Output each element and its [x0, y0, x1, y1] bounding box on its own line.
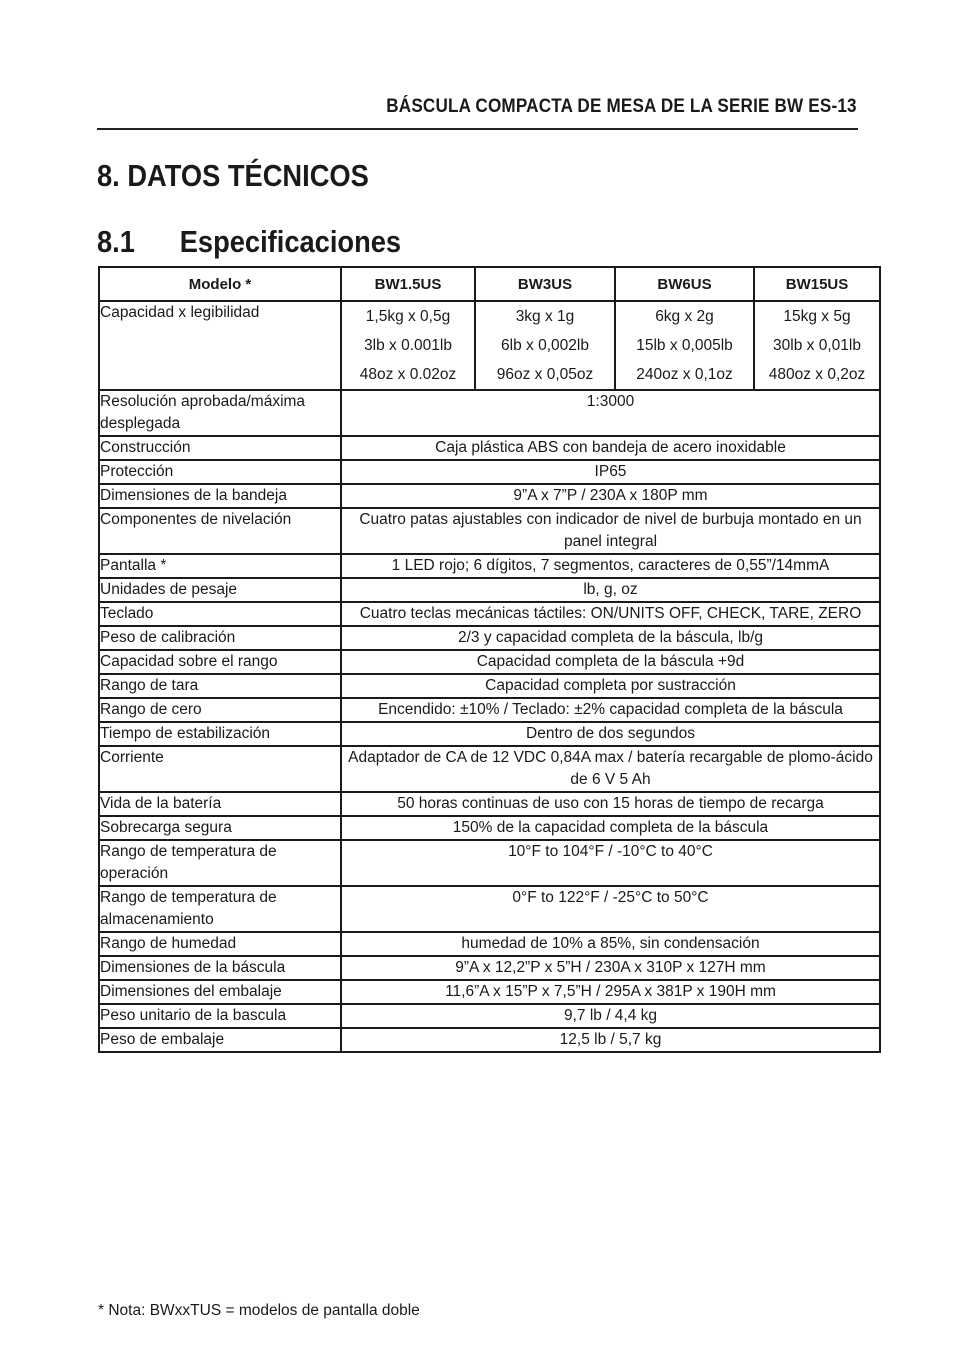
capacity-oz: 96oz x 0,05oz [496, 366, 594, 383]
row-value: 1:3000 [341, 390, 880, 436]
table-row [99, 650, 880, 674]
row-label: Teclado [99, 602, 341, 626]
row-label: Sobrecarga segura [99, 816, 341, 840]
capacity-cell-bw15-large [754, 301, 880, 390]
subsection-number: 8.1 [97, 224, 135, 259]
table-row [99, 460, 880, 484]
row-label: Rango de humedad [99, 932, 341, 956]
row-label: Rango de cero [99, 698, 341, 722]
row-label: Corriente [99, 746, 341, 792]
specifications-table [98, 266, 881, 1053]
row-value: IP65 [341, 460, 880, 484]
table-row [99, 390, 880, 436]
row-label: Rango de tara [99, 674, 341, 698]
row-label: Dimensiones de la bandeja [99, 484, 341, 508]
table-row [99, 578, 880, 602]
table-row [99, 602, 880, 626]
capacity-cell-bw15 [341, 301, 475, 390]
capacity-kg: 15kg x 5g [783, 308, 851, 325]
capacity-lb: 3lb x 0.001lb [364, 337, 452, 354]
row-label: Rango de temperatura de almacenamiento [99, 886, 341, 932]
table-row [99, 1004, 880, 1028]
row-value: Capacidad completa por sustracción [341, 674, 880, 698]
row-value: 9”A x 12,2”P x 5”H / 230A x 310P x 127H mm [341, 956, 880, 980]
row-value: Capacidad completa de la báscula +9d [341, 650, 880, 674]
table-header-row [99, 267, 880, 301]
row-value: 10°F to 104°F / -10°C to 40°C [341, 840, 880, 886]
table-row [99, 840, 880, 886]
table-row [99, 1028, 880, 1052]
row-label: Dimensiones del embalaje [99, 980, 341, 1004]
row-label: Tiempo de estabilización [99, 722, 341, 746]
row-value: Encendido: ±10% / Teclado: ±2% capacidad completa de la báscula [341, 698, 880, 722]
row-label: Capacidad x legibilidad [99, 301, 341, 390]
column-header-bw3us: BW3US [475, 267, 615, 301]
table-row [99, 508, 880, 554]
capacity-cell-bw3 [475, 301, 615, 390]
section-heading: 8. DATOS TÉCNICOS [97, 158, 369, 193]
row-label: Componentes de nivelación [99, 508, 341, 554]
capacity-lb: 15lb x 0,005lb [636, 337, 733, 354]
row-value: 11,6”A x 15”P x 7,5”H / 295A x 381P x 190H mm [341, 980, 880, 1004]
row-label: Rango de temperatura de operación [99, 840, 341, 886]
row-value: 9”A x 7”P / 230A x 180P mm [341, 484, 880, 508]
capacity-oz: 48oz x 0.02oz [359, 366, 457, 383]
row-label: Peso de calibración [99, 626, 341, 650]
column-header-bw15us-large: BW15US [754, 267, 880, 301]
table-row [99, 484, 880, 508]
row-value: 50 horas continuas de uso con 15 horas de tiempo de recarga [341, 792, 880, 816]
footnote: * Nota: BWxxTUS = modelos de pantalla doble [98, 1302, 420, 1319]
row-label: Protección [99, 460, 341, 484]
table-row [99, 746, 880, 792]
capacity-oz: 480oz x 0,2oz [768, 366, 866, 383]
row-value: 9,7 lb / 4,4 kg [341, 1004, 880, 1028]
row-value: Cuatro patas ajustables con indicador de nivel de burbuja montado en un panel integral [341, 508, 880, 554]
capacity-lb: 6lb x 0,002lb [501, 337, 589, 354]
row-label: Dimensiones de la báscula [99, 956, 341, 980]
table-row [99, 932, 880, 956]
table-row [99, 626, 880, 650]
table-row [99, 722, 880, 746]
capacity-cell-bw6 [615, 301, 754, 390]
column-header-bw6us: BW6US [615, 267, 754, 301]
table-row [99, 980, 880, 1004]
row-label: Unidades de pesaje [99, 578, 341, 602]
row-value: lb, g, oz [341, 578, 880, 602]
row-value: humedad de 10% a 85%, sin condensación [341, 932, 880, 956]
row-label: Pantalla * [99, 554, 341, 578]
row-value: 12,5 lb / 5,7 kg [341, 1028, 880, 1052]
row-label: Vida de la batería [99, 792, 341, 816]
capacity-kg: 1,5kg x 0,5g [365, 308, 451, 325]
running-header: BÁSCULA COMPACTA DE MESA DE LA SERIE BW ES-13 [386, 96, 857, 117]
row-label: Capacidad sobre el rango [99, 650, 341, 674]
row-value: 150% de la capacidad completa de la báscula [341, 816, 880, 840]
row-value: 0°F to 122°F / -25°C to 50°C [341, 886, 880, 932]
table-row [99, 956, 880, 980]
row-label: Construcción [99, 436, 341, 460]
capacity-kg: 3kg x 1g [515, 308, 575, 325]
row-value: Adaptador de CA de 12 VDC 0,84A max / batería recargable de plomo-ácido de 6 V 5 Ah [341, 746, 880, 792]
row-label: Peso de embalaje [99, 1028, 341, 1052]
row-value: Caja plástica ABS con bandeja de acero inoxidable [341, 436, 880, 460]
table-row [99, 674, 880, 698]
table-row-capacity [99, 301, 880, 390]
table-row [99, 436, 880, 460]
table-row [99, 816, 880, 840]
row-value: Dentro de dos segundos [341, 722, 880, 746]
capacity-lb: 30lb x 0,01lb [773, 337, 861, 354]
table-row [99, 792, 880, 816]
row-value: Cuatro teclas mecánicas táctiles: ON/UNITS OFF, CHECK, TARE, ZERO [341, 602, 880, 626]
subsection-title: Especificaciones [179, 224, 402, 259]
column-header-model: Modelo * [99, 267, 341, 301]
capacity-kg: 6kg x 2g [655, 308, 714, 325]
capacity-oz: 240oz x 0,1oz [636, 366, 733, 383]
table-row [99, 886, 880, 932]
table-row [99, 698, 880, 722]
row-value: 1 LED rojo; 6 dígitos, 7 segmentos, caracteres de 0,55”/14mmA [341, 554, 880, 578]
row-value: 2/3 y capacidad completa de la báscula, lb/g [341, 626, 880, 650]
table-row [99, 554, 880, 578]
row-label: Resolución aprobada/máxima desplegada [99, 390, 341, 436]
header-rule [97, 128, 858, 130]
column-header-bw15us: BW1.5US [341, 267, 475, 301]
row-label: Peso unitario de la bascula [99, 1004, 341, 1028]
subsection-heading [97, 224, 401, 260]
